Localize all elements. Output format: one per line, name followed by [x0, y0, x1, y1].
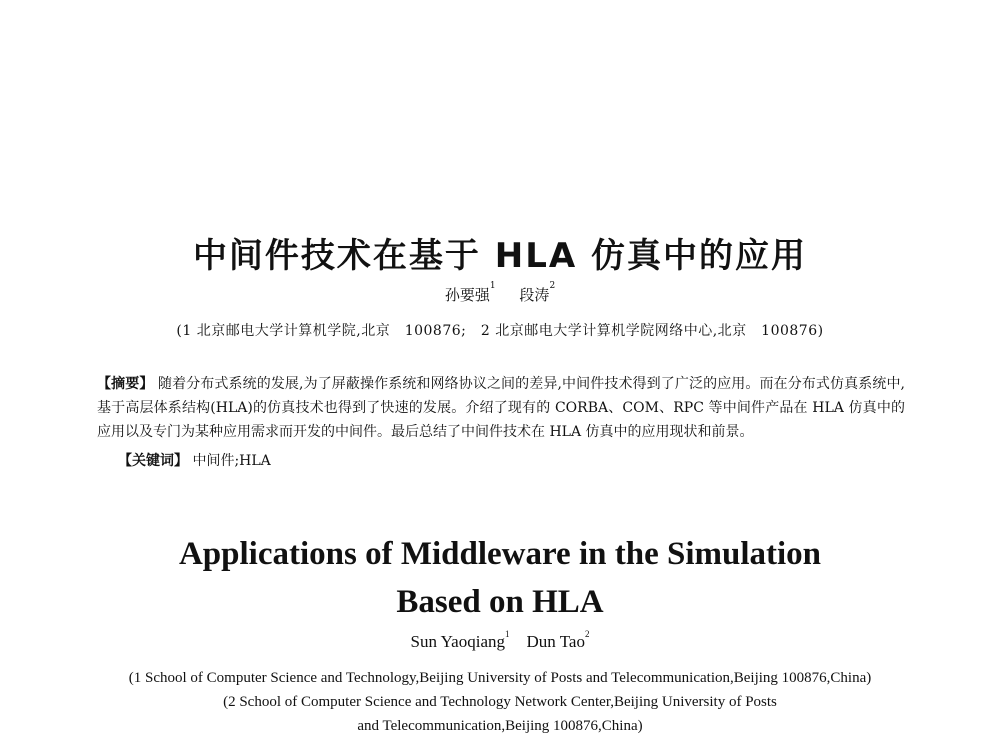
english-title — [0, 530, 1000, 626]
chinese-author-1-sup: 1 — [489, 281, 496, 291]
chinese-author-2: 段涛 — [519, 286, 550, 304]
chinese-abstract-label: 【摘要】 — [97, 376, 154, 392]
english-authors — [0, 629, 1000, 652]
chinese-abstract-text: 随着分布式系统的发展,为了屏蔽操作系统和网络协议之间的差异,中间件技术得到了广泛的应用。而在分布式仿真系统中,基于高层体系结构(HLA)的仿真技术也得到了快速的发展。介绍了现有的 CORBA、COM、RPC 等中间件产品在 HLA 仿真中的应用以及专门为某种应用需求而开发的中间件。最后总结了中间件技术在 HLA 仿真中的应用现状和前景。 — [97, 376, 905, 440]
chinese-authors — [0, 281, 1000, 305]
chinese-affiliation: (1 北京邮电大学计算机学院,北京 100876; 2 北京邮电大学计算机学院网络中心,北京 100876) — [176, 323, 824, 339]
chinese-title: 中间件技术在基于 HLA 仿真中的应用 — [192, 236, 808, 276]
english-affiliation-line-3: and Telecommunication,Beijing 100876,China) — [357, 718, 643, 734]
english-affiliation — [0, 666, 1000, 738]
english-title-line-2: Based on HLA — [396, 584, 604, 620]
english-affiliation-line-2: (2 School of Computer Science and Technology Network Center,Beijing University of Posts — [223, 694, 777, 710]
english-title-line-1: Applications of Middleware in the Simulation — [178, 536, 822, 572]
chinese-keywords-label: 【关键词】 — [118, 453, 188, 469]
english-author-1: Sun Yaoqiang — [410, 632, 505, 651]
english-author-2-sup: 2 — [584, 629, 590, 639]
chinese-abstract — [97, 372, 905, 444]
chinese-author-2-sup: 2 — [549, 281, 556, 291]
chinese-author-1: 孙要强 — [444, 286, 490, 304]
english-author-2: Dun Tao — [526, 632, 585, 651]
chinese-keywords — [118, 450, 271, 470]
english-affiliation-line-1: (1 School of Computer Science and Technology,Beijing University of Posts and Telecommunication,Beijing 100876,China) — [128, 670, 872, 686]
english-author-1-sup: 1 — [505, 629, 510, 639]
chinese-keywords-text: 中间件;HLA — [192, 453, 271, 469]
